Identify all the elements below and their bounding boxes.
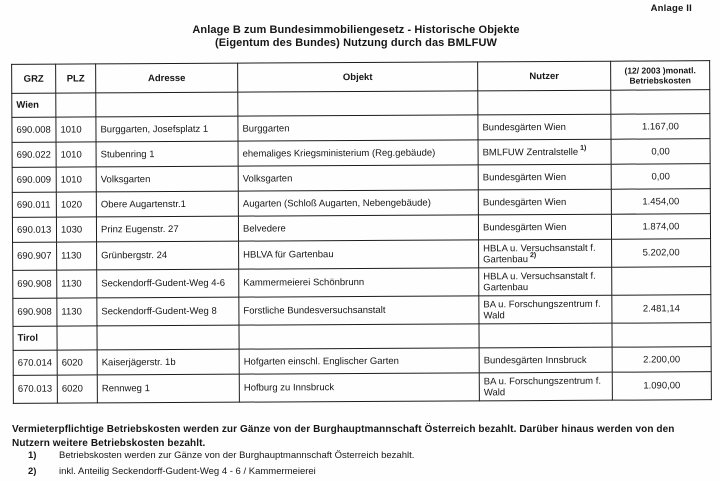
cell-nutzer: Bundesgärten Wien [478,214,611,240]
cell-adresse: Seckendorff-Gudent-Weg 8 [97,297,239,326]
cell-adresse: Kaiserjägerstr. 1b [97,349,239,375]
cell-objekt: HBLVA für Gartenbau [239,240,479,269]
cell-plz: 1010 [56,142,96,167]
footnotes [12,450,702,481]
cell-grz: 690.022 [12,142,56,167]
cell-kosten: 1.090,00 [612,372,711,401]
title-line-1: Anlage B zum Bundesimmobiliengesetz - Historische Objekte [192,24,520,36]
cell-nutzer: HBLA u. Versuchsanstalt f. Gartenbau $^{2)}$ [479,239,612,268]
cell-plz: 1010 [56,117,96,142]
cell-grz: 690.013 [12,217,56,242]
cell-kosten: 0,00 [611,139,710,165]
table-header-row [12,61,710,94]
empty-cell [612,323,711,348]
cell-grz: 670.014 [13,350,57,375]
cell-grz: 670.013 [13,375,57,403]
cell-objekt: ehemaliges Kriegsministerium (Reg.gebäude) [238,140,478,166]
cell-kosten [612,267,711,296]
section-name: Wien [12,93,56,117]
cell-grz: 690.907 [13,242,57,270]
table-row [12,139,710,168]
cell-nutzer: Bundesgärten Wien [478,189,611,215]
table-row [12,214,710,243]
footnote-marker: 1) [28,450,37,461]
cell-grz: 690.011 [12,192,56,217]
cell-adresse: Seckendorff-Gudent-Weg 4-6 [97,269,239,298]
title-line-2: (Eigentum des Bundes) Nutzung durch das BMLFUW [214,36,498,49]
cell-plz: 1030 [56,217,96,242]
empty-cell [57,326,97,350]
empty-cell [611,90,710,115]
section-row-tirol [13,323,711,351]
cell-kosten: 1.167,00 [611,114,710,140]
header-betriebskosten [611,61,710,91]
empty-cell [96,92,238,117]
empty-cell [239,324,479,349]
table-row [13,372,711,404]
header-objekt: Objekt [238,62,478,92]
cell-grz: 690.009 [12,167,56,192]
cell-nutzer: BMLFUW Zentralstelle $^{1)}$ [478,139,611,165]
cell-adresse: Stubenring 1 [96,141,238,167]
betriebskosten-table [11,60,712,404]
header-nutzer: Nutzer [478,61,611,91]
table-row [12,189,710,218]
cell-objekt: Forstliche Bundesversuchsanstalt [239,296,479,325]
table-row [13,267,711,299]
header-grz: GRZ [12,64,56,93]
cell-objekt: Hofgarten einschl. Englischer Garten [239,348,479,374]
table-row [13,239,711,271]
footnote-ref: 1) [580,145,587,153]
cell-grz: 690.008 [12,117,56,142]
footnote-2 [12,466,702,478]
footnote-marker: 2) [28,466,37,477]
cell-plz: 6020 [57,350,97,375]
empty-cell [479,323,612,348]
cell-kosten: 0,00 [611,164,710,190]
cell-plz: 1130 [57,270,97,298]
empty-cell [478,90,611,115]
cell-nutzer: Bundesgärten Innsbruck [479,347,612,373]
section-name: Tirol [13,326,57,350]
cell-objekt: Burggarten [238,115,478,141]
cell-nutzer: BA u. Forschungszentrum f. Wald [479,372,612,401]
cell-plz: 1130 [57,242,97,270]
document-title [0,24,712,49]
cell-objekt: Augarten (Schloß Augarten, Nebengebäude) [238,190,478,216]
footnote-text: inkl. Anteilig Seckendorff-Gudent-Weg 4 - 6 / Kammermeierei [59,466,316,477]
cell-adresse: Obere Augartenstr.1 [96,191,238,217]
table-row [12,114,710,143]
cell-nutzer: Bundesgärten Wien [478,114,611,140]
payment-note: Vermieterpflichtige Betriebskosten werden zur Gänze von der Burghauptmannschaft Österreich bezahlt. Darüber hinaus werden von den Nutzern weitere Betriebskosten bezahlt. [12,424,675,449]
empty-cell [97,325,239,350]
cell-grz: 690.908 [13,298,57,326]
header-adresse: Adresse [96,63,238,93]
cell-objekt: Hofburg zu Innsbruck [239,373,479,402]
cell-plz: 1020 [56,192,96,217]
table-row [12,164,710,193]
table-row [13,347,711,376]
cell-objekt: Volksgarten [238,165,478,191]
header-betriebskosten-line2: Betriebskosten [629,75,691,86]
cell-plz: 6020 [57,375,97,403]
cell-kosten: 2.481,14 [612,295,711,324]
header-plz: PLZ [56,64,96,93]
cell-objekt: Belvedere [238,215,478,241]
header-betriebskosten-line1: (12/ 2003 )monatl. [624,64,696,76]
cell-kosten: 2.200,00 [612,347,711,373]
footnote-ref: 2) [530,252,537,260]
cell-nutzer: HBLA u. Versuchsanstalt f. Gartenbau [479,267,612,296]
cell-grz: 690.908 [13,270,57,298]
cell-adresse: Volksgarten [96,166,238,192]
cell-adresse: Grünbergstr. 24 [97,241,239,270]
table-row [13,295,711,327]
cell-kosten: 1.874,00 [611,214,710,240]
empty-cell [56,93,96,117]
cell-kosten: 5.202,00 [612,239,711,268]
footnote-1 [12,450,702,462]
cell-adresse: Burggarten, Josefsplatz 1 [96,116,238,142]
section-row-wien [12,90,710,118]
corner-label: Anlage II [650,3,692,14]
empty-cell [238,91,478,116]
cell-nutzer: Bundesgärten Wien [478,164,611,190]
cell-adresse: Rennweg 1 [97,374,239,403]
cell-kosten: 1.454,00 [611,189,710,215]
cell-nutzer: BA u. Forschungszentrum f. Wald [479,295,612,324]
cell-objekt: Kammermeierei Schönbrunn [239,268,479,297]
cell-adresse: Prinz Eugenstr. 27 [96,216,238,242]
cell-plz: 1010 [56,167,96,192]
footnote-text: Betriebskosten werden zur Gänze von der Burghauptmannschaft Österreich bezahlt. [59,450,415,461]
cell-plz: 1130 [57,298,97,326]
